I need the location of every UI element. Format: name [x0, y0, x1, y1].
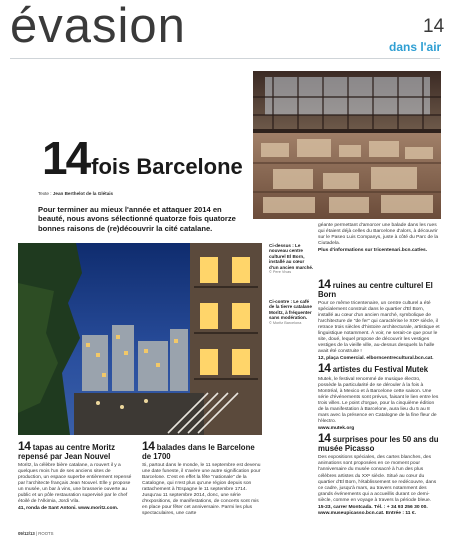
barcelona-night-photo — [18, 243, 262, 435]
section-heading-el-born — [318, 277, 440, 299]
byline-author: Jean Berthelot de la Glétais — [52, 191, 114, 196]
section-body-balades: Si, partout dans le monde, le 11 septembre est devenu une date funeste, il s'avère une autre signification pour Barcelone. C'est en effet la fête "nationale" de la Catalogne, qui n'est plus qu'une région depuis son rattachement à l'Espagne le 11 septembre 1714. Jusqu'au 11 septembre 2014, donc, une série d'expositions, de manifestations, de concerts sont mis en place pour fêter cet anniversaire. Parmi les plus spectaculaires, une carte — [142, 463, 261, 517]
balades-continuation — [318, 223, 440, 255]
section-info-moritz: 41, ronda de Sant Antoni. www.moritz.com. — [18, 506, 119, 512]
header-divider — [10, 58, 440, 59]
section-body-picasso: Des expositions spéciales, des cartes blanches, des animations sont proposées en ce moment pour l'anniversaire du musée consacré à l'un des plus célèbres artistes du XXᵉ siècle. Situé au cœur du quartier d'El Born, l'établissement se redécouvre, dans ce cadre, jusqu'à mars, au travers notamment des grands événements qui a accueillis durant ce demi-siècle, comme en voyage à travers la période bleue. — [318, 455, 437, 503]
headline-text: fois Barcelone — [91, 154, 243, 179]
heading-title: surprises pour les 50 ans du musée Picasso — [318, 435, 439, 453]
footer-folio: 09/12/13 — [18, 531, 35, 536]
section-heading-mutek — [318, 361, 440, 376]
heading-title: tapas au centre Moritz repensé par Jean Nouvel — [18, 443, 116, 461]
byline-label: Texte : — [38, 191, 52, 196]
caption-credit: © Pere Vivas — [269, 270, 292, 275]
heading-number: 14 — [318, 431, 331, 446]
section-body-mutek: Mutek, le festival renommé de musique électro, possède la particularité de se dérouler à la fois à Montréal, à Mexico et à Barcelone cette saison. Une série d'événements sont prévus, faisant le lien entre les trois villes. Le point d'orgue, pour la cinquième édition de la manifestation à Barcelone, aura lieu du 5 au 8 mars avec la présence en Catalogne de la fine fleur de l'électro. — [318, 376, 439, 425]
footer-separator: | — [35, 531, 38, 536]
continuation-body: géante permettant d'amorcer une balade dans les rues qui étaient déjà celles du Barcelone d'alors, à découvrir sur le Paseo Luis Companys, juste à côté du Parc de la Ciutadela. — [318, 223, 439, 247]
intro-text: Pour terminer au mieux l'année et attaquer 2014 en beauté, nous avons sélectionné quatorze fois quatorze bonnes raisons de (re)découvrir la cité catalane. — [38, 205, 236, 233]
section-info-picasso: 15-23, carrer Montcada. Tél. : + 34 93 256 30 00. www.museupicasso.bcn.cat. Entrée : 11 €. — [318, 504, 428, 516]
column-balades — [142, 440, 264, 518]
heading-number: 14 — [318, 361, 331, 376]
page-number: 14 — [423, 16, 445, 37]
heading-title: artistes du Festival Mutek — [332, 365, 429, 375]
heading-number: 14 — [18, 439, 31, 453]
section-heading-moritz — [18, 439, 132, 461]
section-heading-balades — [142, 439, 264, 461]
column-moritz — [18, 440, 132, 513]
section-body-moritz: Moritz, la célèbre bière catalane, a rouvert il y a quelques mois l'un de ses anciens sites de production, un espace superbe entièrement repensé par l'architecte français Jean Nouvel. Elle y propose un musée, un bar à vins, une brasserie ouverte au public et un pôle restauration supervisé par le chef étoilé de l'Alkimia, Jordi Vila. — [18, 463, 132, 505]
heading-title: balades dans le Barcelone de 1700 — [142, 443, 255, 461]
barcelona-night-art — [18, 243, 262, 435]
section-info-mutek: www.mutek.org — [318, 426, 355, 432]
continuation-info: Plus d'informations sur tricentenari.bcn.cat/es. — [318, 248, 428, 254]
caption-text: Ci-contre : Le café de la tierre catalane Moritz, à fréquenter sans modération. — [269, 299, 312, 321]
section-heading-picasso — [318, 431, 440, 453]
section-body-el-born: Pour ce même tricentenaire, un centre culturel a été spécialement construit dans le quartier d'El Born, installé au cœur d'un ancien marché, symbolique de l'architecture de "de fer" qui caractérise le XIXᵉ siècle, il retrace trois siècles d'histoire architecturale, artistique et linguistique notamment. À voir, ne serait-ce que pour le site, doué, lequel propose de découvrir les vestiges vestiges de la vieille ville, au-dessus desquels la halle avait été construite ! — [318, 301, 440, 355]
section-subtitle: dans l'air — [389, 40, 442, 54]
page-footer — [18, 531, 54, 536]
footer-magazine: ROOTS — [38, 531, 54, 536]
headline — [42, 132, 243, 184]
section-info-el-born: 12, plaça Comercial. elborncentrecultural.bcn.cat. — [318, 356, 434, 362]
caption-credit: © Moritz Barcelona — [269, 320, 302, 325]
photo-caption-el-born — [269, 243, 314, 275]
el-born-photo-art — [253, 71, 441, 219]
section-title: évasion — [10, 0, 186, 53]
photo-caption-moritz — [269, 299, 314, 326]
caption-text: Ci-dessus : Le nouveau centre culturel El Born, installé au cœur d'un ancien marché. — [269, 243, 314, 270]
headline-number: 14 — [42, 132, 90, 184]
byline — [38, 191, 113, 196]
heading-number: 14 — [142, 439, 155, 453]
right-column — [318, 278, 440, 518]
el-born-photo — [253, 71, 441, 219]
heading-number: 14 — [318, 277, 331, 291]
heading-title: ruines au centre culturel El Born — [318, 281, 433, 299]
